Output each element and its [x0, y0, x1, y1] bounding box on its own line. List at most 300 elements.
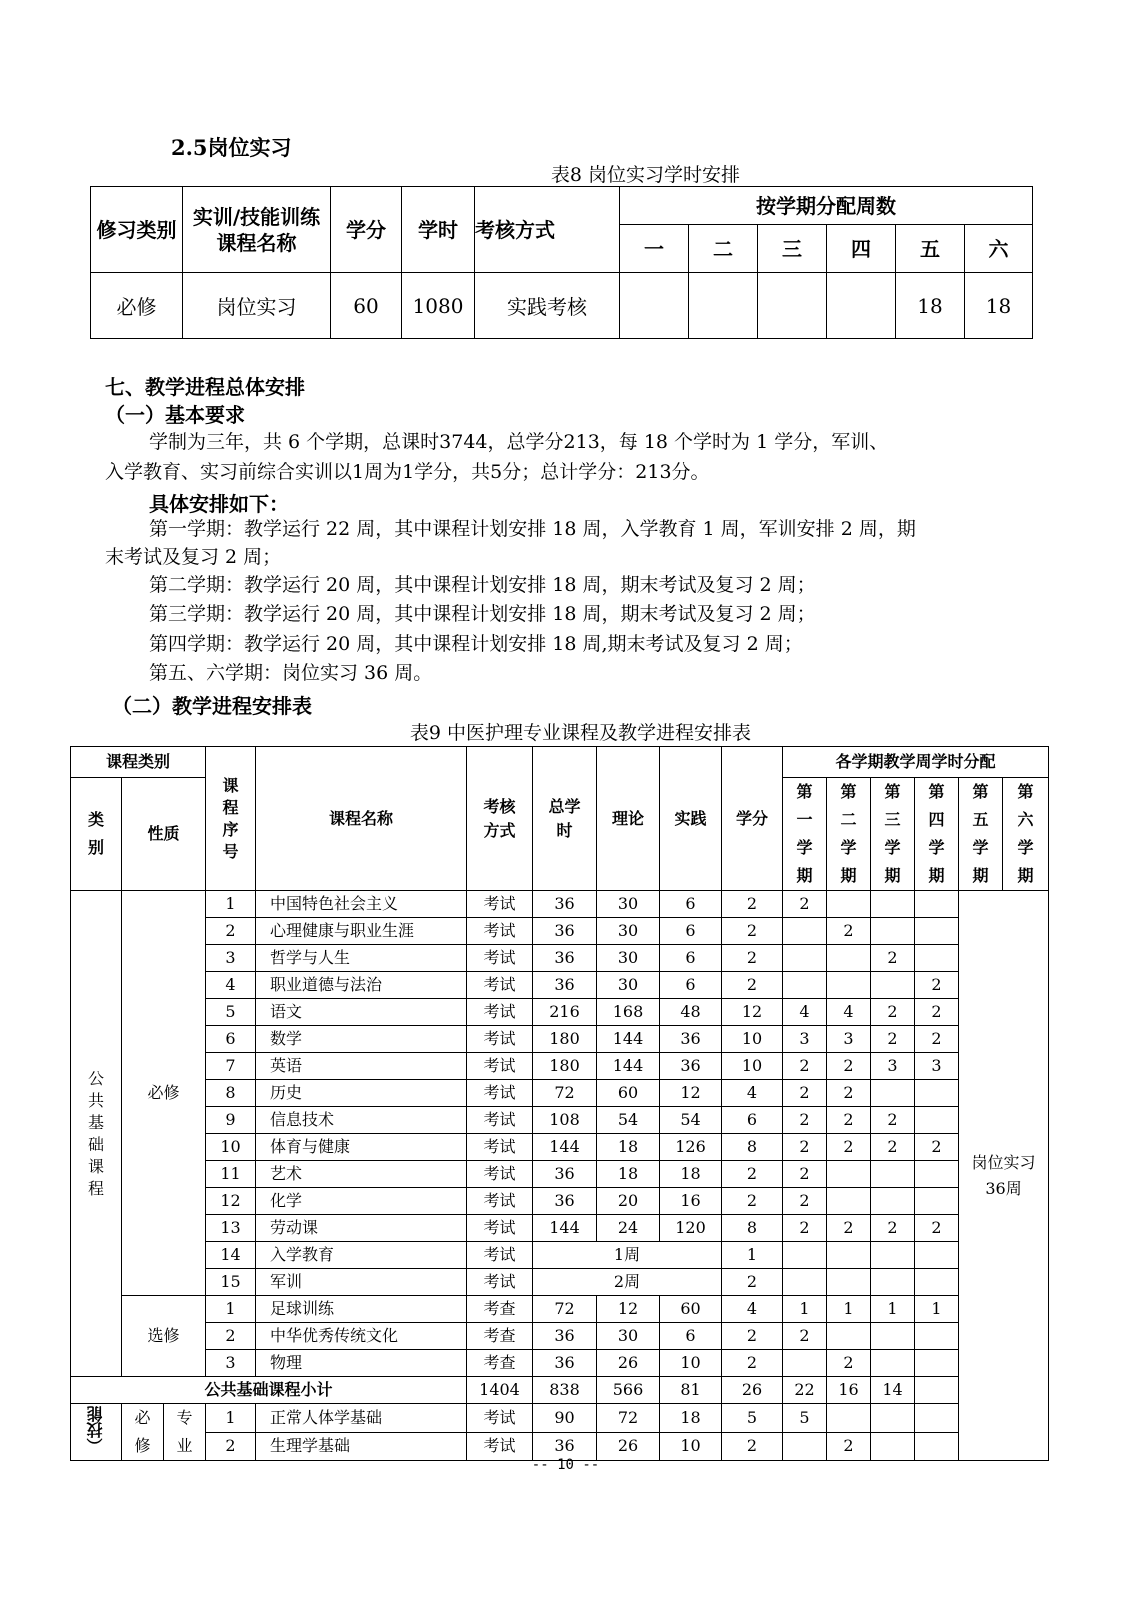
t9-seq: 10	[206, 1134, 256, 1161]
t9-header-distribution: 各学期教学周学时分配	[783, 747, 1049, 778]
t9-header-credit: 学分	[722, 747, 783, 891]
t9-term1	[783, 1269, 827, 1296]
t8-header-credit: 学分	[331, 187, 402, 273]
t9-practice: 36	[660, 1026, 722, 1053]
t9-total: 36	[533, 1432, 597, 1461]
detail-title: 具体安排如下：	[149, 492, 289, 516]
t9-seq: 1	[206, 891, 256, 918]
t9-seq: 11	[206, 1161, 256, 1188]
t9-header-nature: 性质	[122, 778, 206, 891]
sub1-title: （一）基本要求	[105, 403, 245, 427]
basic-paragraph-line1: 学制为三年，共 6 个学期，总课时3744，总学分213，每 18 个学时为 1 学分，军训、	[149, 431, 889, 453]
t9-term1: 2	[783, 1053, 827, 1080]
t9-course-name: 物理	[256, 1350, 467, 1377]
t9-term3	[871, 1269, 915, 1296]
table-row	[71, 945, 1049, 972]
t9-term3: 2	[871, 1026, 915, 1053]
t9-subtotal-t3: 16	[827, 1377, 871, 1404]
section7-title: 七、教学进程总体安排	[105, 375, 305, 399]
t9-course-name: 入学教育	[256, 1242, 467, 1269]
t9-term4: 3	[915, 1053, 959, 1080]
t9-term4: 2	[915, 999, 959, 1026]
t9-assess: 考试	[467, 1432, 533, 1461]
t9-header-total: 总学时	[533, 747, 597, 891]
t9-assess: 考试	[467, 972, 533, 999]
t9-assess: 考试	[467, 1269, 533, 1296]
t9-course-name: 中华优秀传统文化	[256, 1323, 467, 1350]
t9-term2	[827, 1323, 871, 1350]
t8-cell: 18	[965, 273, 1033, 339]
t9-total: 72	[533, 1296, 597, 1323]
t9-term3	[871, 1161, 915, 1188]
t9-term1	[783, 945, 827, 972]
t9-credit: 2	[722, 891, 783, 918]
t9-seq: 12	[206, 1188, 256, 1215]
t9-term4	[915, 1161, 959, 1188]
t9-total: 36	[533, 945, 597, 972]
term1-line2: 末考试及复习 2 周；	[105, 546, 282, 568]
table-row	[71, 1053, 1049, 1080]
t9-term1: 3	[783, 1026, 827, 1053]
page-number: -- 10 --	[531, 1457, 600, 1473]
term1-line1: 第一学期：教学运行 22 周，其中课程计划安排 18 周，入学教育 1 周，军训安排 2 周，期	[149, 518, 916, 540]
t9-term3	[871, 1404, 915, 1433]
t9-theory: 18	[597, 1134, 660, 1161]
t9-course-name: 体育与健康	[256, 1134, 467, 1161]
t9-term4	[915, 1107, 959, 1134]
t9-seq: 7	[206, 1053, 256, 1080]
t9-skill-nature: 必修	[122, 1404, 164, 1461]
t8-header-type: 修习类别	[91, 187, 183, 273]
t8-header-hours: 学时	[402, 187, 475, 273]
t9-total: 108	[533, 1107, 597, 1134]
t9-total: 36	[533, 1188, 597, 1215]
t9-term3	[871, 918, 915, 945]
t9-subtotal-label: 公共基础课程小计	[71, 1377, 467, 1404]
table-row	[71, 1377, 1049, 1404]
table-row	[71, 999, 1049, 1026]
t9-theory: 12	[597, 1296, 660, 1323]
t9-header-term: 第三学期	[871, 778, 915, 891]
t9-total: 72	[533, 1080, 597, 1107]
t9-nature-elective: 选修	[122, 1296, 206, 1377]
t9-internship-note: 岗位实习36周	[959, 891, 1049, 1461]
t9-term1: 2	[783, 1323, 827, 1350]
t9-term1: 4	[783, 999, 827, 1026]
t9-header-term: 第二学期	[827, 778, 871, 891]
t9-seq: 8	[206, 1080, 256, 1107]
t9-term2: 2	[827, 1350, 871, 1377]
t9-total: 36	[533, 1323, 597, 1350]
t9-theory: 60	[597, 1080, 660, 1107]
table-row	[71, 1242, 1049, 1269]
t9-term3: 2	[871, 1215, 915, 1242]
t9-course-name: 劳动课	[256, 1215, 467, 1242]
t9-seq: 3	[206, 945, 256, 972]
table-row	[71, 972, 1049, 999]
t9-theory: 30	[597, 918, 660, 945]
t9-total: 216	[533, 999, 597, 1026]
t9-credit: 2	[722, 1323, 783, 1350]
t9-term4: 2	[915, 1026, 959, 1053]
t9-term3: 1	[871, 1296, 915, 1323]
t9-term2: 2	[827, 918, 871, 945]
t9-credit: 2	[722, 1432, 783, 1461]
t9-theory: 18	[597, 1161, 660, 1188]
t9-course-name: 正常人体学基础	[256, 1404, 467, 1433]
t8-header-assess: 考核方式	[475, 187, 620, 273]
t9-term3	[871, 891, 915, 918]
table-row	[71, 1080, 1049, 1107]
t9-header-kind: 类别	[71, 778, 122, 891]
t9-credit: 2	[722, 1350, 783, 1377]
t9-course-name: 足球训练	[256, 1296, 467, 1323]
t9-assess: 考试	[467, 1134, 533, 1161]
t9-seq: 1	[206, 1404, 256, 1433]
section-heading-2-5: 2.5岗位实习	[171, 135, 292, 160]
t9-term3	[871, 972, 915, 999]
t8-header-term: 四	[827, 225, 896, 273]
t9-practice: 6	[660, 1323, 722, 1350]
t8-header-weeks: 按学期分配周数	[620, 187, 1033, 225]
t9-theory: 72	[597, 1404, 660, 1433]
t9-credit: 10	[722, 1053, 783, 1080]
t9-term1: 2	[783, 1188, 827, 1215]
t9-term4	[915, 891, 959, 918]
t9-term3	[871, 1350, 915, 1377]
t8-header-term: 一	[620, 225, 689, 273]
t9-skill-sub: 专业	[164, 1404, 206, 1461]
t9-header-term: 第四学期	[915, 778, 959, 891]
t9-assess: 考试	[467, 1107, 533, 1134]
table9-caption: 表9 中医护理专业课程及教学进程安排表	[409, 722, 752, 744]
t9-term4	[915, 1080, 959, 1107]
t9-term2: 2	[827, 1134, 871, 1161]
t8-header-course: 实训/技能训练课程名称	[183, 187, 331, 273]
t9-term3	[871, 1188, 915, 1215]
t9-theory: 30	[597, 972, 660, 999]
t9-credit: 4	[722, 1296, 783, 1323]
term3-line: 第三学期：教学运行 20 周，其中课程计划安排 18 周，期末考试及复习 2 周；	[149, 603, 816, 625]
t9-term1: 2	[783, 1215, 827, 1242]
t9-practice: 120	[660, 1215, 722, 1242]
t9-term1	[783, 1242, 827, 1269]
t9-practice: 18	[660, 1404, 722, 1433]
t9-practice: 10	[660, 1432, 722, 1461]
t9-seq: 6	[206, 1026, 256, 1053]
t9-total: 144	[533, 1134, 597, 1161]
t9-credit: 2	[722, 972, 783, 999]
t9-subtotal-t1: 26	[722, 1377, 783, 1404]
t9-term2	[827, 1404, 871, 1433]
t9-assess: 考试	[467, 1053, 533, 1080]
t9-seq: 1	[206, 1296, 256, 1323]
t9-header-theory: 理论	[597, 747, 660, 891]
t8-cell	[620, 273, 689, 339]
t9-subtotal-credit: 81	[660, 1377, 722, 1404]
t9-practice: 6	[660, 918, 722, 945]
t9-credit: 1	[722, 1242, 783, 1269]
t9-credit: 8	[722, 1215, 783, 1242]
t9-seq: 13	[206, 1215, 256, 1242]
t9-term2	[827, 945, 871, 972]
table-row	[71, 1134, 1049, 1161]
t9-term2: 2	[827, 1107, 871, 1134]
table-row	[71, 1107, 1049, 1134]
t9-course-name: 艺术	[256, 1161, 467, 1188]
t9-practice: 10	[660, 1350, 722, 1377]
t9-practice: 60	[660, 1296, 722, 1323]
t9-term3: 2	[871, 1107, 915, 1134]
t8-header-term: 五	[896, 225, 965, 273]
t9-assess: 考试	[467, 945, 533, 972]
t9-term1	[783, 972, 827, 999]
t9-course-name: 语文	[256, 999, 467, 1026]
t9-theory: 20	[597, 1188, 660, 1215]
t9-practice: 6	[660, 945, 722, 972]
t9-total: 36	[533, 972, 597, 999]
t9-assess: 考查	[467, 1296, 533, 1323]
t9-term3: 2	[871, 1134, 915, 1161]
t9-term3	[871, 1080, 915, 1107]
table9	[70, 746, 1049, 1461]
t9-term4	[915, 1350, 959, 1377]
t9-term1	[783, 1350, 827, 1377]
t9-term1: 2	[783, 891, 827, 918]
t9-total: 36	[533, 891, 597, 918]
table-row	[71, 891, 1049, 918]
t9-course-name: 心理健康与职业生涯	[256, 918, 467, 945]
t9-assess: 考查	[467, 1350, 533, 1377]
t9-seq: 2	[206, 918, 256, 945]
t9-theory: 24	[597, 1215, 660, 1242]
table-row	[71, 1161, 1049, 1188]
t9-assess: 考试	[467, 891, 533, 918]
t9-assess: 考试	[467, 1080, 533, 1107]
table-row	[71, 1350, 1049, 1377]
t9-seq: 4	[206, 972, 256, 999]
t9-practice: 18	[660, 1161, 722, 1188]
t9-term2	[827, 1161, 871, 1188]
t9-theory: 168	[597, 999, 660, 1026]
t9-course-name: 哲学与人生	[256, 945, 467, 972]
t9-course-name: 职业道德与法治	[256, 972, 467, 999]
t9-credit: 4	[722, 1080, 783, 1107]
term4-line: 第四学期：教学运行 20 周，其中课程计划安排 18 周,期末考试及复习 2 周；	[149, 633, 803, 655]
t9-seq: 2	[206, 1323, 256, 1350]
t8-cell: 实践考核	[475, 273, 620, 339]
sub2-title: （二）教学进程安排表	[112, 694, 312, 718]
table-row	[71, 1026, 1049, 1053]
t9-term2: 4	[827, 999, 871, 1026]
t9-credit: 2	[722, 1269, 783, 1296]
t9-course-name: 英语	[256, 1053, 467, 1080]
t9-nature-required: 必修	[122, 891, 206, 1296]
t9-header-practice: 实践	[660, 747, 722, 891]
t9-total: 90	[533, 1404, 597, 1433]
t9-term2: 2	[827, 1053, 871, 1080]
t9-term3	[871, 1323, 915, 1350]
t9-seq: 9	[206, 1107, 256, 1134]
table8-caption: 表8 岗位实习学时安排	[550, 164, 741, 186]
t9-term2: 2	[827, 1432, 871, 1461]
t9-course-name: 生理学基础	[256, 1432, 467, 1461]
t9-assess: 考试	[467, 1242, 533, 1269]
t9-credit: 12	[722, 999, 783, 1026]
t9-term1: 2	[783, 1161, 827, 1188]
t9-subtotal-practice: 566	[597, 1377, 660, 1404]
term56-line: 第五、六学期：岗位实习 36 周。	[149, 662, 433, 684]
t9-total: 180	[533, 1026, 597, 1053]
t9-term2	[827, 972, 871, 999]
t9-term4	[915, 1323, 959, 1350]
t9-assess: 考试	[467, 1404, 533, 1433]
t9-total: 180	[533, 1053, 597, 1080]
t9-term2	[827, 891, 871, 918]
t9-term2	[827, 1188, 871, 1215]
t9-term1: 2	[783, 1107, 827, 1134]
t9-credit: 2	[722, 945, 783, 972]
t9-seq: 2	[206, 1432, 256, 1461]
t9-seq: 5	[206, 999, 256, 1026]
t8-cell: 60	[331, 273, 402, 339]
t9-term2: 2	[827, 1080, 871, 1107]
t9-course-name: 军训	[256, 1269, 467, 1296]
t9-assess: 考试	[467, 1026, 533, 1053]
t9-group-skill: （技能	[71, 1404, 122, 1461]
t8-cell: 岗位实习	[183, 273, 331, 339]
t9-seq: 3	[206, 1350, 256, 1377]
t9-term1: 1	[783, 1296, 827, 1323]
t9-practice: 54	[660, 1107, 722, 1134]
t9-term3	[871, 1242, 915, 1269]
t9-assess: 考查	[467, 1323, 533, 1350]
table-row	[71, 1188, 1049, 1215]
t9-practice: 48	[660, 999, 722, 1026]
t9-practice: 126	[660, 1134, 722, 1161]
t9-subtotal-t2: 22	[783, 1377, 827, 1404]
t9-term2	[827, 1269, 871, 1296]
t9-assess: 考试	[467, 1215, 533, 1242]
t9-theory: 26	[597, 1432, 660, 1461]
t8-header-term: 三	[758, 225, 827, 273]
t9-term2	[827, 1242, 871, 1269]
t9-total: 36	[533, 1161, 597, 1188]
table8	[90, 186, 1033, 339]
t9-term4	[915, 1242, 959, 1269]
t8-cell: 18	[896, 273, 965, 339]
t8-cell	[758, 273, 827, 339]
basic-paragraph-line2: 入学教育、实习前综合实训以1周为1学分，共5分；总计学分：213分。	[105, 461, 710, 483]
t9-practice: 36	[660, 1053, 722, 1080]
t8-cell: 必修	[91, 273, 183, 339]
t9-credit: 2	[722, 1161, 783, 1188]
t9-weeks: 2周	[533, 1269, 722, 1296]
t9-total: 144	[533, 1215, 597, 1242]
t9-term4: 2	[915, 1134, 959, 1161]
table-row	[71, 1323, 1049, 1350]
t9-subtotal-theory: 838	[533, 1377, 597, 1404]
t9-term3: 2	[871, 945, 915, 972]
t9-term4	[915, 918, 959, 945]
t9-header-assess: 考核方式	[467, 747, 533, 891]
t9-subtotal-t4: 14	[871, 1377, 915, 1404]
t9-credit: 2	[722, 918, 783, 945]
t9-practice: 16	[660, 1188, 722, 1215]
t9-practice: 6	[660, 891, 722, 918]
t9-term4	[915, 945, 959, 972]
t8-cell	[689, 273, 758, 339]
t9-credit: 6	[722, 1107, 783, 1134]
table-row	[71, 918, 1049, 945]
t9-term4	[915, 1269, 959, 1296]
term2-line: 第二学期：教学运行 20 周，其中课程计划安排 18 周，期末考试及复习 2 周；	[149, 574, 816, 596]
t9-term2: 3	[827, 1026, 871, 1053]
t9-seq: 15	[206, 1269, 256, 1296]
t9-seq: 14	[206, 1242, 256, 1269]
t9-header-name: 课程名称	[256, 747, 467, 891]
t9-assess: 考试	[467, 999, 533, 1026]
t9-credit: 10	[722, 1026, 783, 1053]
t9-theory: 26	[597, 1350, 660, 1377]
t9-theory: 30	[597, 945, 660, 972]
t9-header-seq: 课程序号	[206, 747, 256, 891]
t9-term4	[915, 1404, 959, 1433]
t9-header-category: 课程类别	[71, 747, 206, 778]
t9-assess: 考试	[467, 1188, 533, 1215]
t8-cell	[827, 273, 896, 339]
t9-header-term: 第一学期	[783, 778, 827, 891]
t9-assess: 考试	[467, 1161, 533, 1188]
t9-term1: 2	[783, 1080, 827, 1107]
t8-cell: 1080	[402, 273, 475, 339]
t9-weeks: 1周	[533, 1242, 722, 1269]
t9-practice: 6	[660, 972, 722, 999]
t8-header-term: 二	[689, 225, 758, 273]
t9-term2: 2	[827, 1215, 871, 1242]
t9-term3: 2	[871, 999, 915, 1026]
t9-credit: 5	[722, 1404, 783, 1433]
t9-term4: 2	[915, 1215, 959, 1242]
table-row	[71, 1296, 1049, 1323]
t9-theory: 30	[597, 1323, 660, 1350]
t9-credit: 8	[722, 1134, 783, 1161]
t9-theory: 30	[597, 891, 660, 918]
t9-theory: 144	[597, 1053, 660, 1080]
t9-assess: 考试	[467, 918, 533, 945]
t9-course-name: 化学	[256, 1188, 467, 1215]
t9-course-name: 信息技术	[256, 1107, 467, 1134]
t9-header-term: 第六学期	[1003, 778, 1049, 891]
t8-header-term: 六	[965, 225, 1033, 273]
t9-course-name: 数学	[256, 1026, 467, 1053]
t9-course-name: 历史	[256, 1080, 467, 1107]
t9-term4: 2	[915, 972, 959, 999]
t9-term2: 1	[827, 1296, 871, 1323]
t9-term1: 5	[783, 1404, 827, 1433]
t9-total: 36	[533, 1350, 597, 1377]
t9-term3: 3	[871, 1053, 915, 1080]
table-row	[71, 1215, 1049, 1242]
t9-practice: 12	[660, 1080, 722, 1107]
t9-term1	[783, 918, 827, 945]
table-row	[71, 1404, 1049, 1433]
t9-credit: 2	[722, 1188, 783, 1215]
table-row	[71, 1269, 1049, 1296]
t9-subtotal-total: 1404	[467, 1377, 533, 1404]
t9-theory: 54	[597, 1107, 660, 1134]
t9-total: 36	[533, 918, 597, 945]
